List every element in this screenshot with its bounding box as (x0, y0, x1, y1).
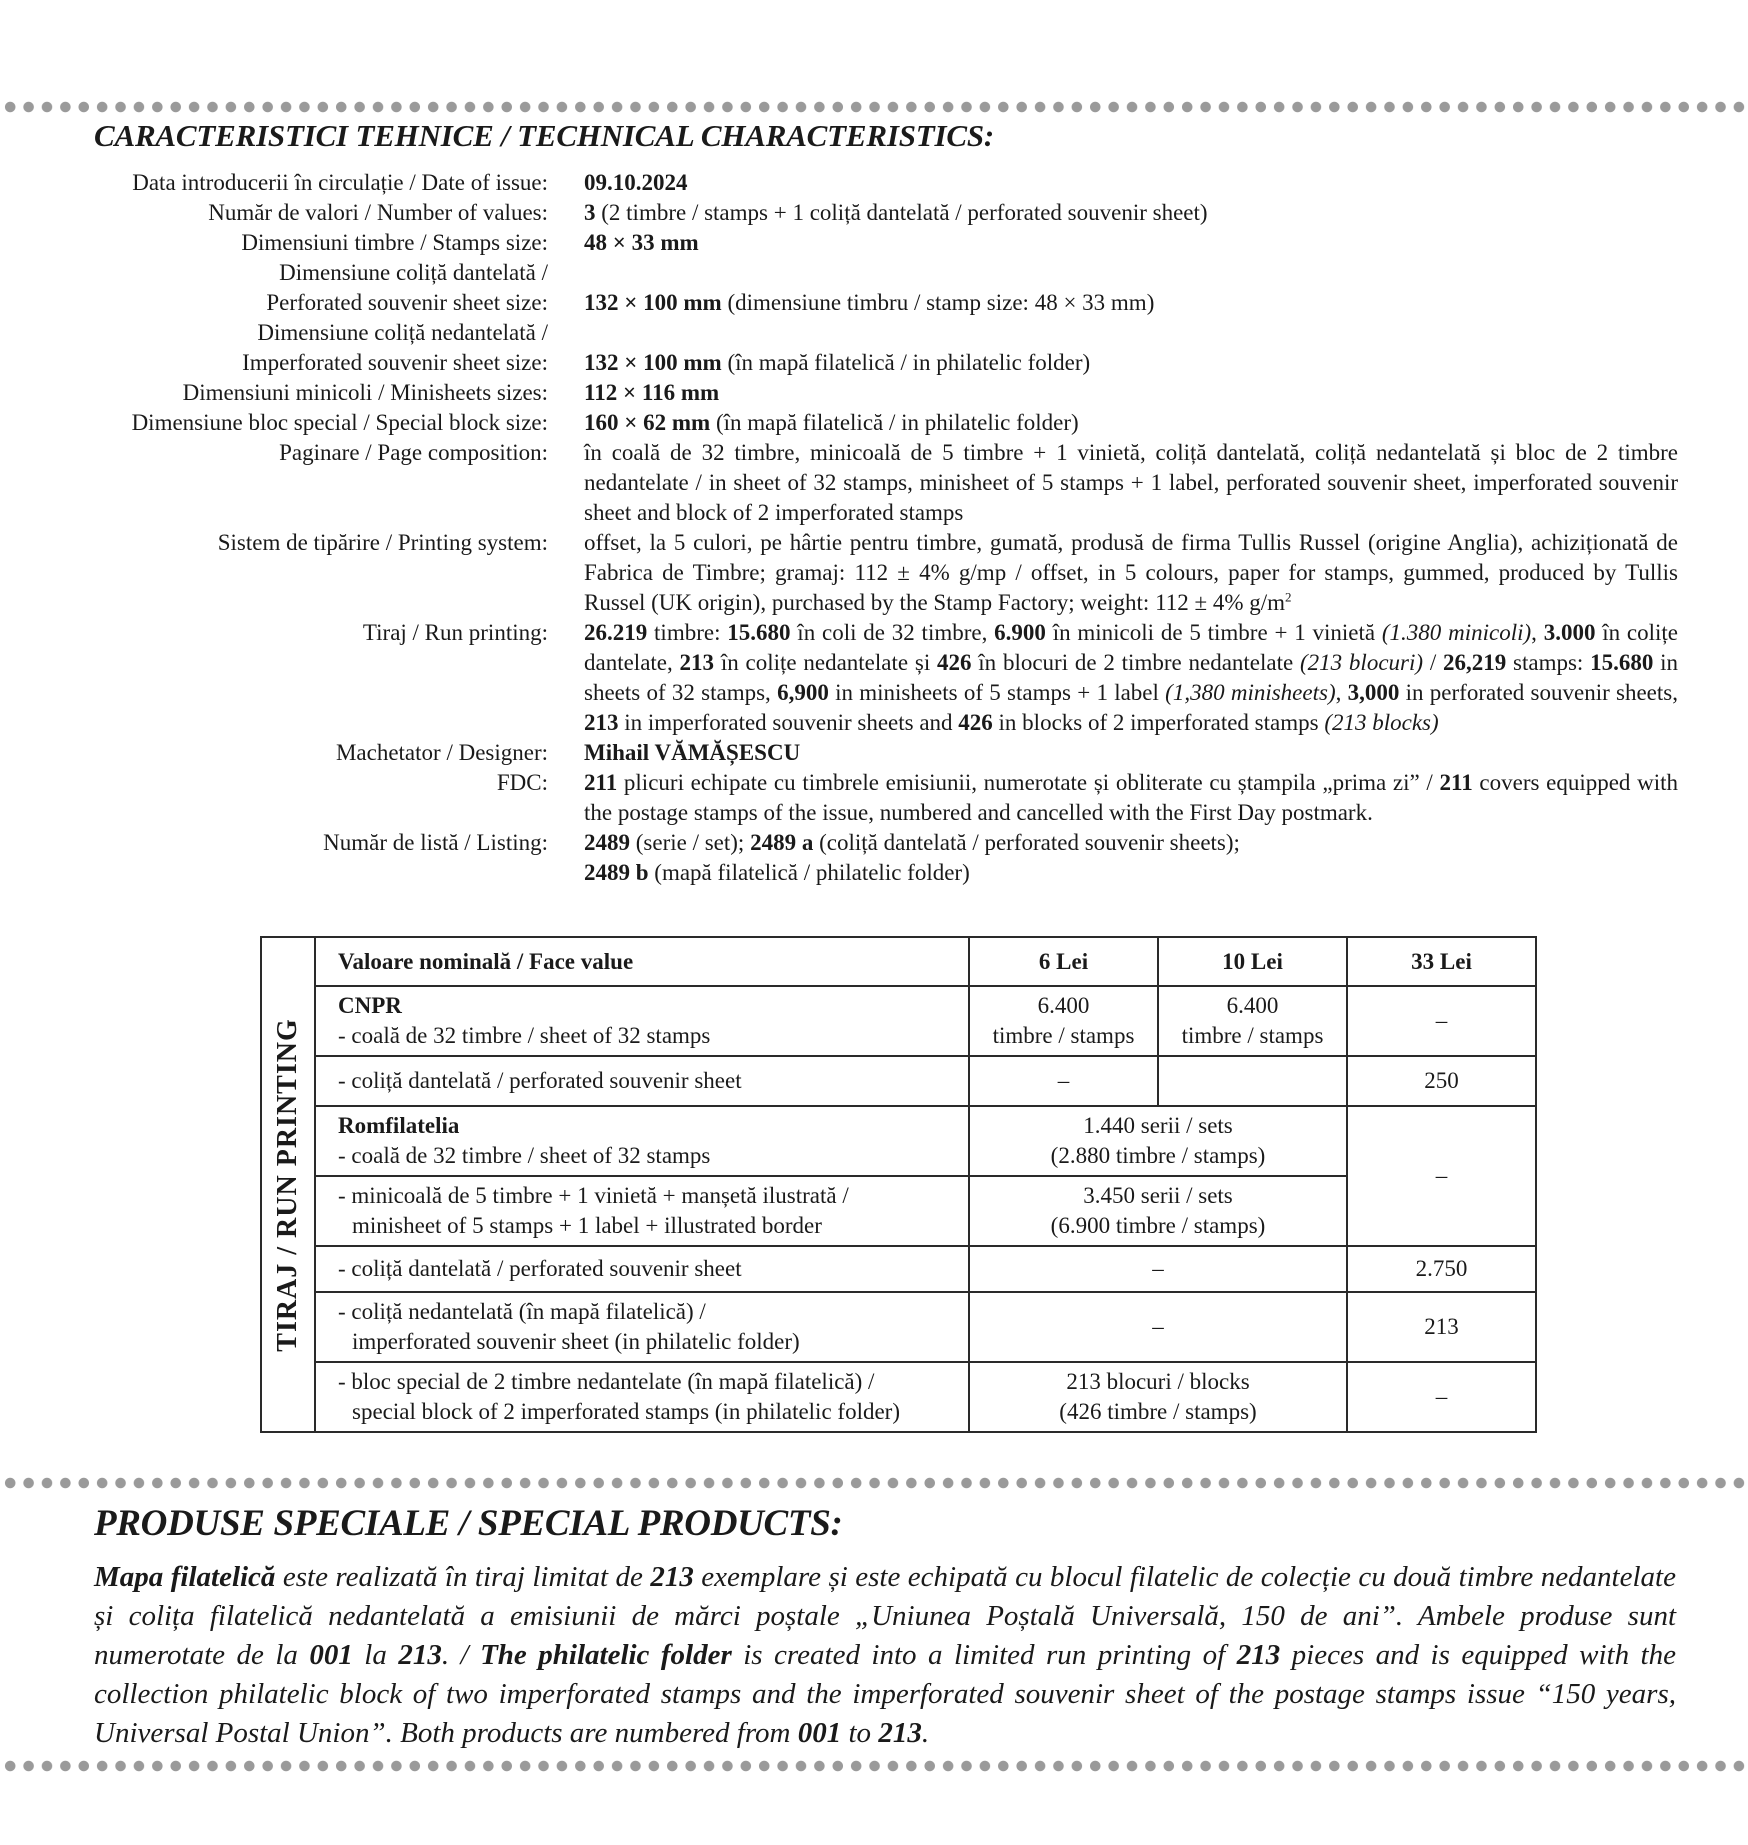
run-printing-side-label: TIRAJ / RUN PRINTING (261, 937, 315, 1432)
table-header-row (261, 937, 1536, 986)
table-row (261, 1176, 1536, 1246)
table-cell (1158, 1056, 1347, 1106)
table-cell: – (1347, 1106, 1536, 1246)
table-cell: 1.440 serii / sets (2.880 timbre / stamps) (969, 1106, 1347, 1176)
table-cell-desc: CNPR - coală de 32 timbre / sheet of 32 stamps (315, 986, 969, 1056)
table-cell: 6.400 timbre / stamps (969, 986, 1158, 1056)
spec-label: Sistem de tipărire / Printing system: (217, 530, 548, 555)
spec-row-run-printing (0, 618, 1748, 738)
table-row (261, 1292, 1536, 1362)
table-cell-desc: Romfilatelia - coală de 32 timbre / sheet of 32 stamps (315, 1106, 969, 1176)
table-cell: 213 blocuri / blocks (426 timbre / stamps) (969, 1362, 1347, 1432)
table-cell-desc: - minicoală de 5 timbre + 1 vinietă + manșetă ilustrată / minisheet of 5 stamps + 1 label + illustrated border (315, 1176, 969, 1246)
spec-label: Dimensiune coliță nedantelată / Imperforated souvenir sheet size: (242, 320, 548, 375)
table-cell: – (1347, 1362, 1536, 1432)
spec-label: Dimensiuni minicoli / Minisheets sizes: (182, 380, 548, 405)
spec-row-minisheet (0, 378, 1748, 408)
spec-label: Dimensiuni timbre / Stamps size: (241, 230, 548, 255)
spec-value: în coală de 32 timbre, minicoală de 5 timbre + 1 vinietă, coliță dantelată, coliță nedantelată și bloc de 2 timbre nedantelate / in sheet of 32 stamps, minisheet of 5 stamps + 1 label, perforated souvenir sheet, imperforated souvenir sheet and block of 2 imperforated stamps (584, 440, 1678, 525)
spec-value: offset, la 5 culori, pe hârtie pentru timbre, gumată, produsă de firma Tullis Russel (origine Anglia), achiziționată de Fabrica de Timbre; gramaj: 112 ± 4% g/mp / offset, in 5 colours, paper for stamps, gummed, produced by Tullis Russel (UK origin), purchased by the Stamp Factory; weight: 112 ± 4% $g/m^2$ (584, 530, 1678, 615)
spec-value: 26.219 timbre: 15.680 în coli de 32 timbre, 6.900 în minicoli de 5 timbre + 1 vinietă (1.380 minicoli), 3.000 în colițe dantelate, 213 în colițe nedantelate și 426 în blocuri de 2 timbre nedantelate (213 blocuri) / 26,219 stamps: 15.680 in sheets of 32 stamps, 6,900 in minisheets of 5 stamps + 1 label (1,380 minisheets), 3,000 in perforated souvenir sheets, 213 in imperforated souvenir sheets and 426 in blocks of 2 imperforated stamps (213 blocks) (584, 620, 1679, 735)
table-cell: – (1347, 986, 1536, 1056)
table-cell: 213 (1347, 1292, 1536, 1362)
header-6-lei: 6 Lei (969, 937, 1158, 986)
spec-value: 112 × 116 mm (584, 380, 720, 405)
dotted-divider-bottom (0, 1759, 1748, 1773)
spec-row-printing-system (0, 528, 1748, 618)
table-cell: 3.450 serii / sets (6.900 timbre / stamps) (969, 1176, 1347, 1246)
header-10-lei: 10 Lei (1158, 937, 1347, 986)
spec-row-stamp-size (0, 228, 1748, 258)
spec-label: Număr de valori / Number of values: (208, 200, 548, 225)
table-cell-desc: - coliță dantelată / perforated souvenir sheet (315, 1056, 969, 1106)
spec-value: 2489 (serie / set); 2489 a (coliță dantelată / perforated souvenir sheets); 2489 b (mapă filatelică / philatelic folder) (584, 830, 1240, 885)
spec-value: Mihail VĂMĂȘESCU (584, 740, 801, 765)
table-cell-desc: - bloc special de 2 timbre nedantelate (în mapă filatelică) / special block of 2 imperforated stamps (in philatelic folder) (315, 1362, 969, 1432)
spec-label: Dimensiune bloc special / Special block size: (131, 410, 548, 435)
table-cell: – (969, 1056, 1158, 1106)
dotted-divider-top (0, 100, 1748, 114)
table-row (261, 1106, 1536, 1176)
table-cell: 2.750 (1347, 1246, 1536, 1292)
spec-value: 211 plicuri echipate cu timbrele emisiunii, numerotate și obliterate cu ștampila „prima zi” / 211 covers equipped with the postage stamps of the issue, numbered and cancelled with the First Day postmark. (584, 770, 1678, 825)
header-33-lei: 33 Lei (1347, 937, 1536, 986)
spec-value: 160 × 62 mm (în mapă filatelică / in philatelic folder) (584, 410, 1079, 435)
spec-value: 48 × 33 mm (584, 230, 699, 255)
spec-value: 132 × 100 mm (în mapă filatelică / in philatelic folder) (584, 350, 1091, 375)
spec-row-block (0, 408, 1748, 438)
face-value-header: Valoare nominală / Face value (315, 937, 969, 986)
spec-label: Dimensiune coliță dantelată / Perforated souvenir sheet size: (266, 260, 548, 315)
spec-row-imperf-sheet (0, 318, 1748, 378)
table-row (261, 986, 1536, 1056)
special-products-heading: PRODUSE SPECIALE / SPECIAL PRODUCTS: (94, 1503, 843, 1544)
table-cell-desc: - coliță nedantelată (în mapă filatelică) / imperforated souvenir sheet (in philatelic folder) (315, 1292, 969, 1362)
spec-row-perf-sheet (0, 258, 1748, 318)
technical-characteristics-heading: CARACTERISTICI TEHNICE / TECHNICAL CHARACTERISTICS: (94, 118, 994, 153)
table-cell: 6.400 timbre / stamps (1158, 986, 1347, 1056)
special-products-paragraph: Mapa filatelică este realizată în tiraj limitat de 213 exemplare și este echipată cu blocul filatelic de colecție cu două timbre nedantelate și colița filatelică nedantelată a emisiunii de mărci poștale „Uniunea Poștală Universală, 150 de ani”. Ambele produse sunt numerotate de la 001 la 213. / The philatelic folder is created into a limited run printing of 213 pieces and is equipped with the collection philatelic block of two imperforated stamps and the imperforated souvenir sheet of the postage stamps issue “150 years, Universal Postal Union”. Both products are numbered from 001 to 213. (94, 1561, 1676, 1749)
run-printing-table (260, 936, 1537, 1433)
table-cell-desc: - coliță dantelată / perforated souvenir sheet (315, 1246, 969, 1292)
spec-row-listing (0, 828, 1748, 888)
spec-value: 09.10.2024 (584, 170, 688, 195)
spec-row-values (0, 198, 1748, 228)
table-row (261, 1246, 1536, 1292)
spec-row-page-composition (0, 438, 1748, 528)
spec-value: 132 × 100 mm (dimensiune timbru / stamp size: 48 × 33 mm) (584, 290, 1155, 315)
table-row (261, 1056, 1536, 1106)
spec-label: Data introducerii în circulație / Date of issue: (132, 170, 548, 195)
spec-row-fdc (0, 768, 1748, 828)
spec-label: Tiraj / Run printing: (362, 620, 548, 645)
table-cell: – (969, 1246, 1347, 1292)
spec-label: Paginare / Page composition: (279, 440, 548, 465)
spec-row-designer (0, 738, 1748, 768)
dotted-divider-middle (0, 1476, 1748, 1490)
spec-value: 3 (2 timbre / stamps + 1 coliță dantelată / perforated souvenir sheet) (584, 200, 1208, 225)
technical-characteristics-list (0, 168, 1748, 888)
spec-label: Număr de listă / Listing: (323, 830, 548, 855)
spec-label: FDC: (496, 770, 548, 795)
table-cell: 250 (1347, 1056, 1536, 1106)
table-row (261, 1362, 1536, 1432)
table-cell: – (969, 1292, 1347, 1362)
spec-row-date (0, 168, 1748, 198)
spec-label: Machetator / Designer: (335, 740, 548, 765)
